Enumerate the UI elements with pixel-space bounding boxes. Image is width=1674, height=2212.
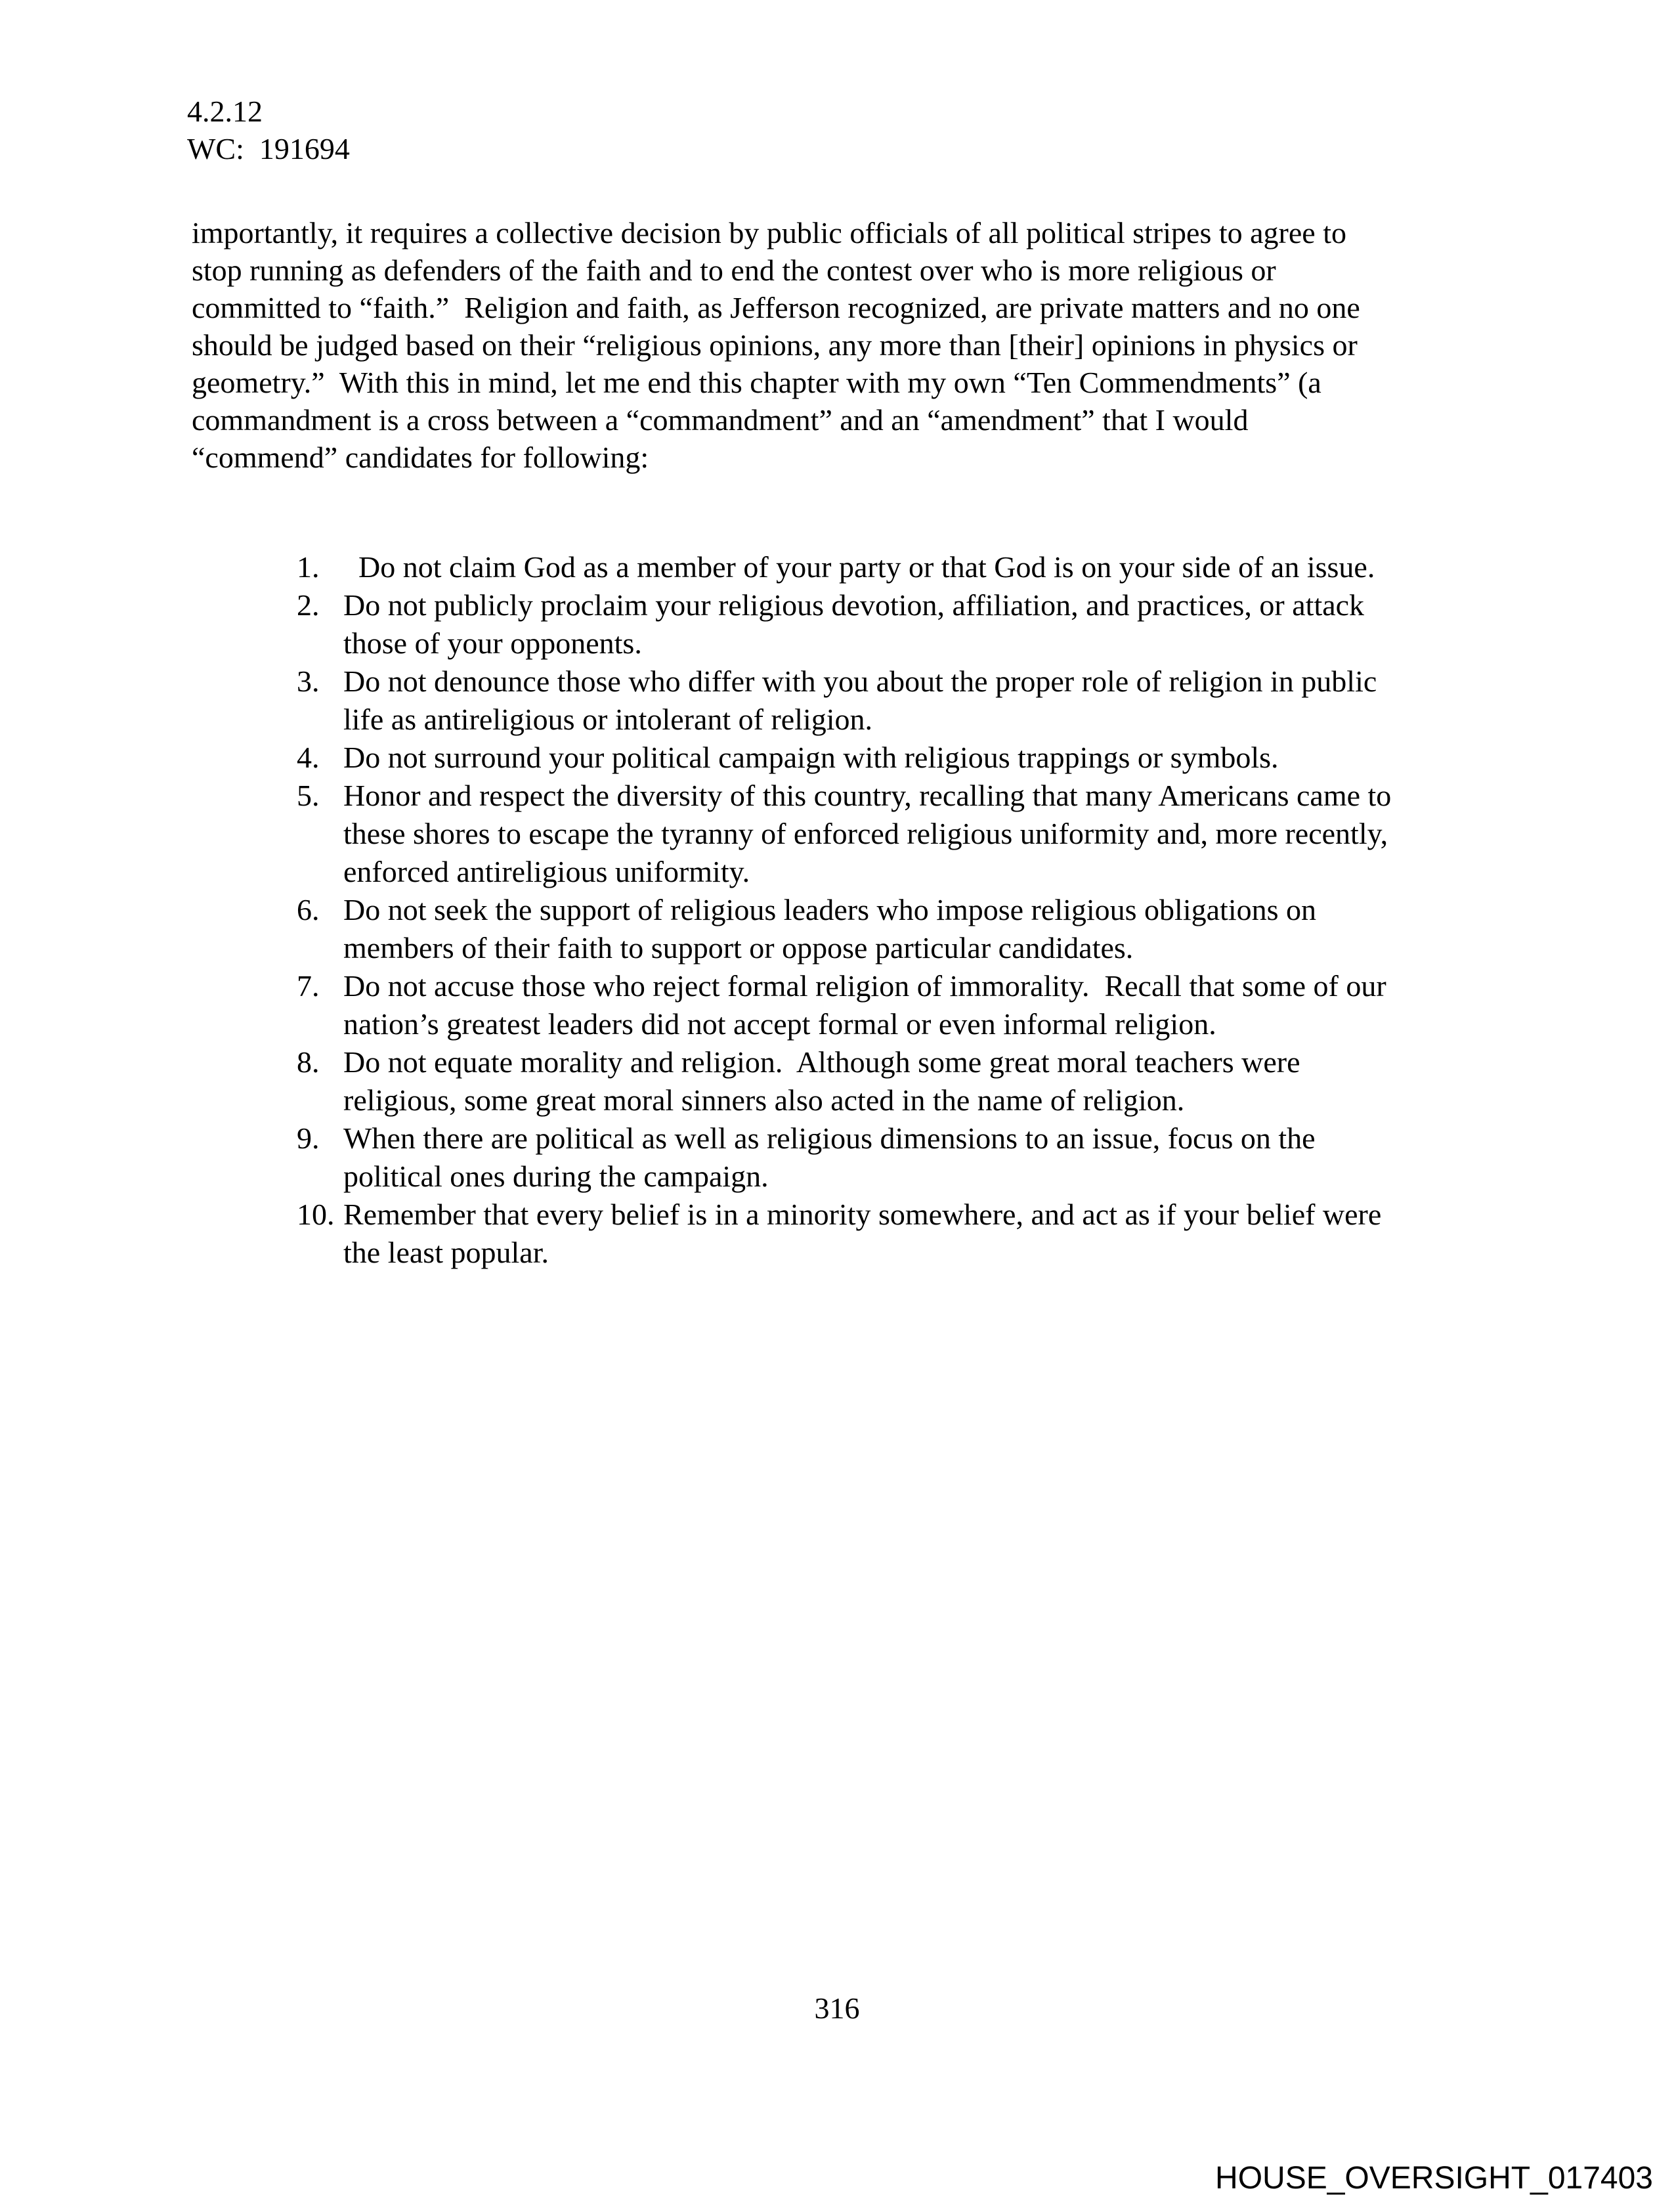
list-item-text <box>343 967 1386 1043</box>
list-item-line: Remember that every belief is in a minority somewhere, and act as if your belief were <box>343 1198 1382 1231</box>
list-item <box>297 586 1391 662</box>
intro-line: commandment is a cross between a “commandment” and an “amendment” that I would <box>192 403 1249 437</box>
intro-paragraph <box>192 214 1360 476</box>
list-item-number: 3. <box>297 664 320 698</box>
intro-line: geometry.” With this in mind, let me end this chapter with my own “Ten Commendments” (a <box>192 366 1321 399</box>
list-item-text <box>343 662 1377 739</box>
header-word-count: WC: 191694 <box>187 132 350 165</box>
bates-stamp: HOUSE_OVERSIGHT_017403 <box>1215 2161 1653 2196</box>
list-item-line: Do not claim God as a member of your party or that God is on your side of an issue. <box>343 550 1375 584</box>
intro-line: importantly, it requires a collective decision by public officials of all political stripes to agree to <box>192 216 1346 249</box>
list-item-line: those of your opponents. <box>343 626 642 660</box>
list-item-number: 10. <box>297 1198 335 1231</box>
list-item-line: the least popular. <box>343 1236 549 1269</box>
list-item-line: Do not denounce those who differ with you about the proper role of religion in public <box>343 664 1377 698</box>
list-item-line: enforced antireligious uniformity. <box>343 855 750 888</box>
list-item-number: 1. <box>297 550 320 584</box>
list-item-number: 5. <box>297 779 320 812</box>
header-date: 4.2.12 <box>187 95 263 128</box>
list-item-text <box>343 739 1279 777</box>
list-item-line: these shores to escape the tyranny of enforced religious uniformity and, more recently, <box>343 817 1388 850</box>
list-item-number: 7. <box>297 969 320 1003</box>
list-item-text <box>343 1043 1300 1119</box>
list-item <box>297 777 1391 891</box>
list-item-text <box>343 1119 1316 1196</box>
intro-line: committed to “faith.” Religion and faith, as Jefferson recognized, are private matters and no one <box>192 291 1360 324</box>
list-item-line: Do not accuse those who reject formal religion of immorality. Recall that some of our <box>343 969 1386 1003</box>
intro-line: should be judged based on their “religious opinions, any more than [their] opinions in physics or <box>192 328 1358 362</box>
commendments-list <box>297 548 1391 1272</box>
intro-line: “commend” candidates for following: <box>192 441 649 474</box>
list-item-number: 8. <box>297 1045 320 1079</box>
page-number: 316 <box>814 1991 860 2025</box>
list-item-line: members of their faith to support or oppose particular candidates. <box>343 931 1134 965</box>
list-item-text <box>343 891 1316 967</box>
list-item-line: nation’s greatest leaders did not accept formal or even informal religion. <box>343 1007 1216 1041</box>
list-item-line: Do not publicly proclaim your religious devotion, affiliation, and practices, or attack <box>343 588 1365 622</box>
list-item-line: When there are political as well as religious dimensions to an issue, focus on the <box>343 1121 1316 1155</box>
list-item-line: religious, some great moral sinners also acted in the name of religion. <box>343 1083 1185 1117</box>
list-item-line: Do not equate morality and religion. Although some great moral teachers were <box>343 1045 1300 1079</box>
list-item-text <box>343 548 1375 586</box>
list-item-line: Do not surround your political campaign with religious trappings or symbols. <box>343 741 1279 774</box>
list-item-number: 2. <box>297 588 320 622</box>
list-item-number: 4. <box>297 741 320 774</box>
list-item-number: 6. <box>297 893 320 926</box>
list-item-line: life as antireligious or intolerant of religion. <box>343 703 873 736</box>
list-item-text <box>343 1196 1381 1272</box>
list-item-line: Do not seek the support of religious leaders who impose religious obligations on <box>343 893 1316 926</box>
list-item-line: political ones during the campaign. <box>343 1160 769 1193</box>
list-item <box>297 739 1391 777</box>
list-item <box>297 1196 1391 1272</box>
intro-line: stop running as defenders of the faith and to end the contest over who is more religious or <box>192 253 1276 287</box>
list-item <box>297 891 1391 967</box>
list-item-number: 9. <box>297 1121 320 1155</box>
list-item <box>297 967 1391 1043</box>
list-item-text <box>343 586 1364 662</box>
page-header <box>187 93 350 167</box>
list-item <box>297 662 1391 739</box>
list-item-line: Honor and respect the diversity of this country, recalling that many Americans came to <box>343 779 1392 812</box>
list-item <box>297 1119 1391 1196</box>
list-item <box>297 548 1391 586</box>
list-item-text <box>343 777 1391 891</box>
list-item <box>297 1043 1391 1119</box>
